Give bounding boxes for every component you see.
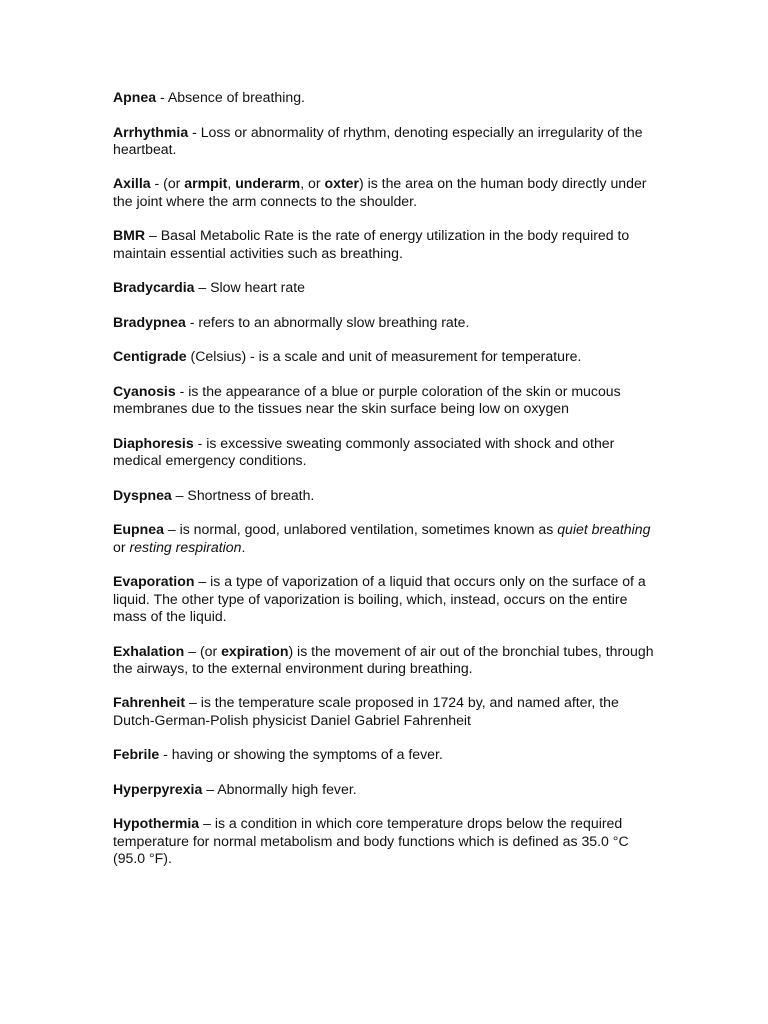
definition-text: – Shortness of breath. [171, 486, 315, 503]
glossary-term: Apnea [113, 89, 157, 105]
glossary-term: Cyanosis [113, 383, 176, 400]
glossary-term: Exhalation [113, 642, 185, 659]
bold-text: underarm [235, 175, 301, 192]
glossary-term: Diaphoresis [113, 434, 194, 451]
definition-text: – is normal, good, unlabored ventilation, sometimes known as [163, 521, 558, 538]
definition-text: or [113, 538, 130, 555]
definition-text: - Absence of breathing. [156, 89, 305, 105]
glossary-entry-dyspnea [113, 487, 658, 504]
definition-text: - is the appearance of a blue or purple coloration of the skin or mucous membranes due to the tissues near the skin surface being low on oxygen [113, 383, 621, 417]
glossary-entry-hyperpyrexia [113, 781, 658, 798]
glossary-term: Axilla [113, 175, 151, 192]
glossary-entry-bradypnea [113, 314, 658, 331]
glossary-entry-centigrade [113, 348, 658, 365]
glossary-entry-axilla [113, 175, 658, 210]
bold-text: expiration [221, 642, 289, 659]
glossary-entry-bradycardia [113, 279, 658, 296]
definition-text: – Basal Metabolic Rate is the rate of energy utilization in the body required to maintain essential activities such as breathing. [113, 227, 630, 261]
glossary-entry-exhalation [113, 643, 658, 678]
glossary-entry-arrhythmia [113, 124, 658, 159]
bold-text: armpit [184, 175, 228, 192]
glossary-entry-fahrenheit [113, 694, 658, 729]
definition-text: – Abnormally high fever. [202, 780, 357, 797]
glossary-entry-hypothermia [113, 815, 658, 867]
definition-text: . [241, 538, 246, 555]
glossary-term: Hyperpyrexia [113, 780, 203, 797]
definition-text: ) is the movement of air out of the bronchial tubes, through the airways, to the external environment during breathing. [113, 642, 654, 676]
definition-text: – is a condition in which core temperature drops below the required temperature for normal metabolism and body functions which is defined as 35.0 °C (95.0 °F). [113, 815, 629, 867]
glossary-term: Centigrade [113, 348, 187, 365]
definition-text: - (or [150, 175, 185, 192]
glossary-term: Evaporation [113, 573, 195, 590]
glossary-term: Hypothermia [113, 815, 200, 832]
glossary-entry-evaporation [113, 573, 658, 625]
definition-text: , [227, 175, 236, 192]
definition-text: - having or showing the symptoms of a fever. [159, 746, 443, 763]
glossary-term: BMR [113, 227, 146, 244]
definition-text: ) is the area on the human body directly under the joint where the arm connects to the shoulder. [113, 175, 647, 209]
glossary-term: Dyspnea [113, 486, 172, 503]
glossary-entry-bmr [113, 227, 658, 262]
definition-text: , or [300, 175, 325, 192]
glossary-entry-diaphoresis [113, 435, 658, 470]
definition-text: - is excessive sweating commonly associated with shock and other medical emergency conditions. [113, 434, 615, 469]
definition-text: - Loss or abnormality of rhythm, denoting especially an irregularity of the heartbeat. [113, 123, 643, 157]
italic-text: resting respiration [129, 538, 242, 555]
definition-text: – Slow heart rate [194, 279, 305, 296]
glossary-term: Bradycardia [113, 279, 195, 296]
definition-text: - refers to an abnormally slow breathing rate. [185, 313, 470, 330]
definition-text: – (or [184, 642, 222, 659]
glossary-term: Arrhythmia [113, 123, 189, 140]
glossary-entry-eupnea [113, 521, 658, 556]
glossary-entry-febrile [113, 746, 658, 763]
definition-text: (Celsius) - is a scale and unit of measurement for temperature. [186, 348, 582, 365]
glossary-entry-apnea [113, 89, 658, 106]
glossary-list [113, 89, 658, 885]
definition-text: – is a type of vaporization of a liquid that occurs only on the surface of a liquid. The other type of vaporization is boiling, which, instead, occurs on the entire mass of the liquid. [113, 573, 646, 624]
glossary-term: Febrile [113, 746, 160, 763]
glossary-term: Bradypnea [113, 313, 186, 330]
bold-text: oxter [324, 175, 359, 192]
italic-text: quiet breathing [557, 521, 651, 538]
glossary-term: Fahrenheit [113, 694, 186, 711]
definition-text: – is the temperature scale proposed in 1724 by, and named after, the Dutch-German-Polish physicist Daniel Gabriel Fahrenheit [113, 694, 619, 728]
glossary-term: Eupnea [113, 521, 164, 538]
glossary-entry-cyanosis [113, 383, 658, 418]
